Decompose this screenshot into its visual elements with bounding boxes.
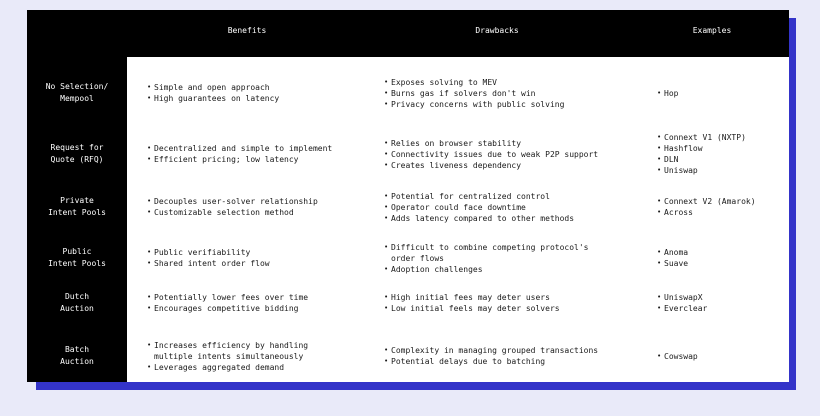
row-label: Request for Quote (RFQ) [50, 143, 104, 164]
drawbacks-cell [384, 77, 646, 110]
drawbacks-item: • Privacy concerns with public solving [384, 99, 646, 110]
benefits-cell [147, 196, 377, 218]
examples-item: • Connext V2 (Amarok) [657, 196, 787, 207]
benefits-item: • Shared intent order flow [147, 258, 377, 269]
examples-cell [657, 196, 787, 218]
drawbacks-item: • Adds latency compared to other methods [384, 213, 646, 224]
benefits-item: • Efficient pricing; low latency [147, 154, 377, 165]
examples-item: • DLN [657, 154, 787, 165]
benefits-cell [147, 143, 377, 165]
benefits-item: • Customizable selection method [147, 207, 377, 218]
drawbacks-item: • Low initial feels may deter solvers [384, 303, 646, 314]
row-label-column [27, 57, 127, 382]
benefits-item: • Simple and open approach [147, 82, 377, 93]
drawbacks-cell [384, 345, 646, 367]
benefits-cell [147, 292, 377, 314]
benefits-item: • Public verifiability [147, 247, 377, 258]
examples-cell [657, 351, 787, 362]
benefits-item: • High guarantees on latency [147, 93, 377, 104]
examples-item: • Uniswap [657, 165, 787, 176]
benefits-item: • Decouples user-solver relationship [147, 196, 377, 207]
drawbacks-item: • Creates liveness dependency [384, 160, 646, 171]
benefits-cell [147, 247, 377, 269]
drawbacks-item: • Relies on browser stability [384, 138, 646, 149]
benefits-item: • Encourages competitive bidding [147, 303, 377, 314]
drawbacks-item: • Burns gas if solvers don't win [384, 88, 646, 99]
header-examples: Examples [692, 26, 732, 35]
header-drawbacks: Drawbacks [475, 26, 519, 35]
drawbacks-item: • Difficult to combine competing protocol's order flows [384, 242, 646, 264]
table-header [27, 10, 789, 57]
drawbacks-item: • Operator could face downtime [384, 202, 646, 213]
row-label: No Selection/ Mempool [45, 82, 109, 103]
drawbacks-cell [384, 191, 646, 224]
drawbacks-item: • Complexity in managing grouped transactions [384, 345, 646, 356]
drawbacks-item: • Connectivity issues due to weak P2P support [384, 149, 646, 160]
examples-cell [657, 292, 787, 314]
examples-item: • Hop [657, 88, 787, 99]
examples-cell [657, 132, 787, 176]
drawbacks-item: • Potential for centralized control [384, 191, 646, 202]
header-benefits: Benefits [227, 26, 267, 35]
drawbacks-cell [384, 138, 646, 171]
examples-cell [657, 88, 787, 99]
benefits-item: • Potentially lower fees over time [147, 292, 377, 303]
benefits-cell [147, 340, 377, 373]
comparison-table [27, 10, 789, 382]
examples-item: • UniswapX [657, 292, 787, 303]
examples-item: • Anoma [657, 247, 787, 258]
examples-item: • Hashflow [657, 143, 787, 154]
examples-item: • Everclear [657, 303, 787, 314]
drawbacks-cell [384, 242, 646, 275]
drawbacks-item: • Exposes solving to MEV [384, 77, 646, 88]
drawbacks-item: • Adoption challenges [384, 264, 646, 275]
drawbacks-cell [384, 292, 646, 314]
row-label: Public Intent Pools [48, 247, 106, 268]
row-label: Batch Auction [60, 345, 94, 366]
examples-item: • Across [657, 207, 787, 218]
examples-item: • Cowswap [657, 351, 787, 362]
benefits-item: • Increases efficiency by handling multiple intents simultaneously [147, 340, 377, 362]
benefits-item: • Decentralized and simple to implement [147, 143, 377, 154]
examples-cell [657, 247, 787, 269]
examples-item: • Connext V1 (NXTP) [657, 132, 787, 143]
row-label: Dutch Auction [60, 292, 94, 313]
benefits-item: • Leverages aggregated demand [147, 362, 377, 373]
benefits-cell [147, 82, 377, 104]
examples-item: • Suave [657, 258, 787, 269]
drawbacks-item: • High initial fees may deter users [384, 292, 646, 303]
row-label: Private Intent Pools [48, 196, 106, 217]
drawbacks-item: • Potential delays due to batching [384, 356, 646, 367]
